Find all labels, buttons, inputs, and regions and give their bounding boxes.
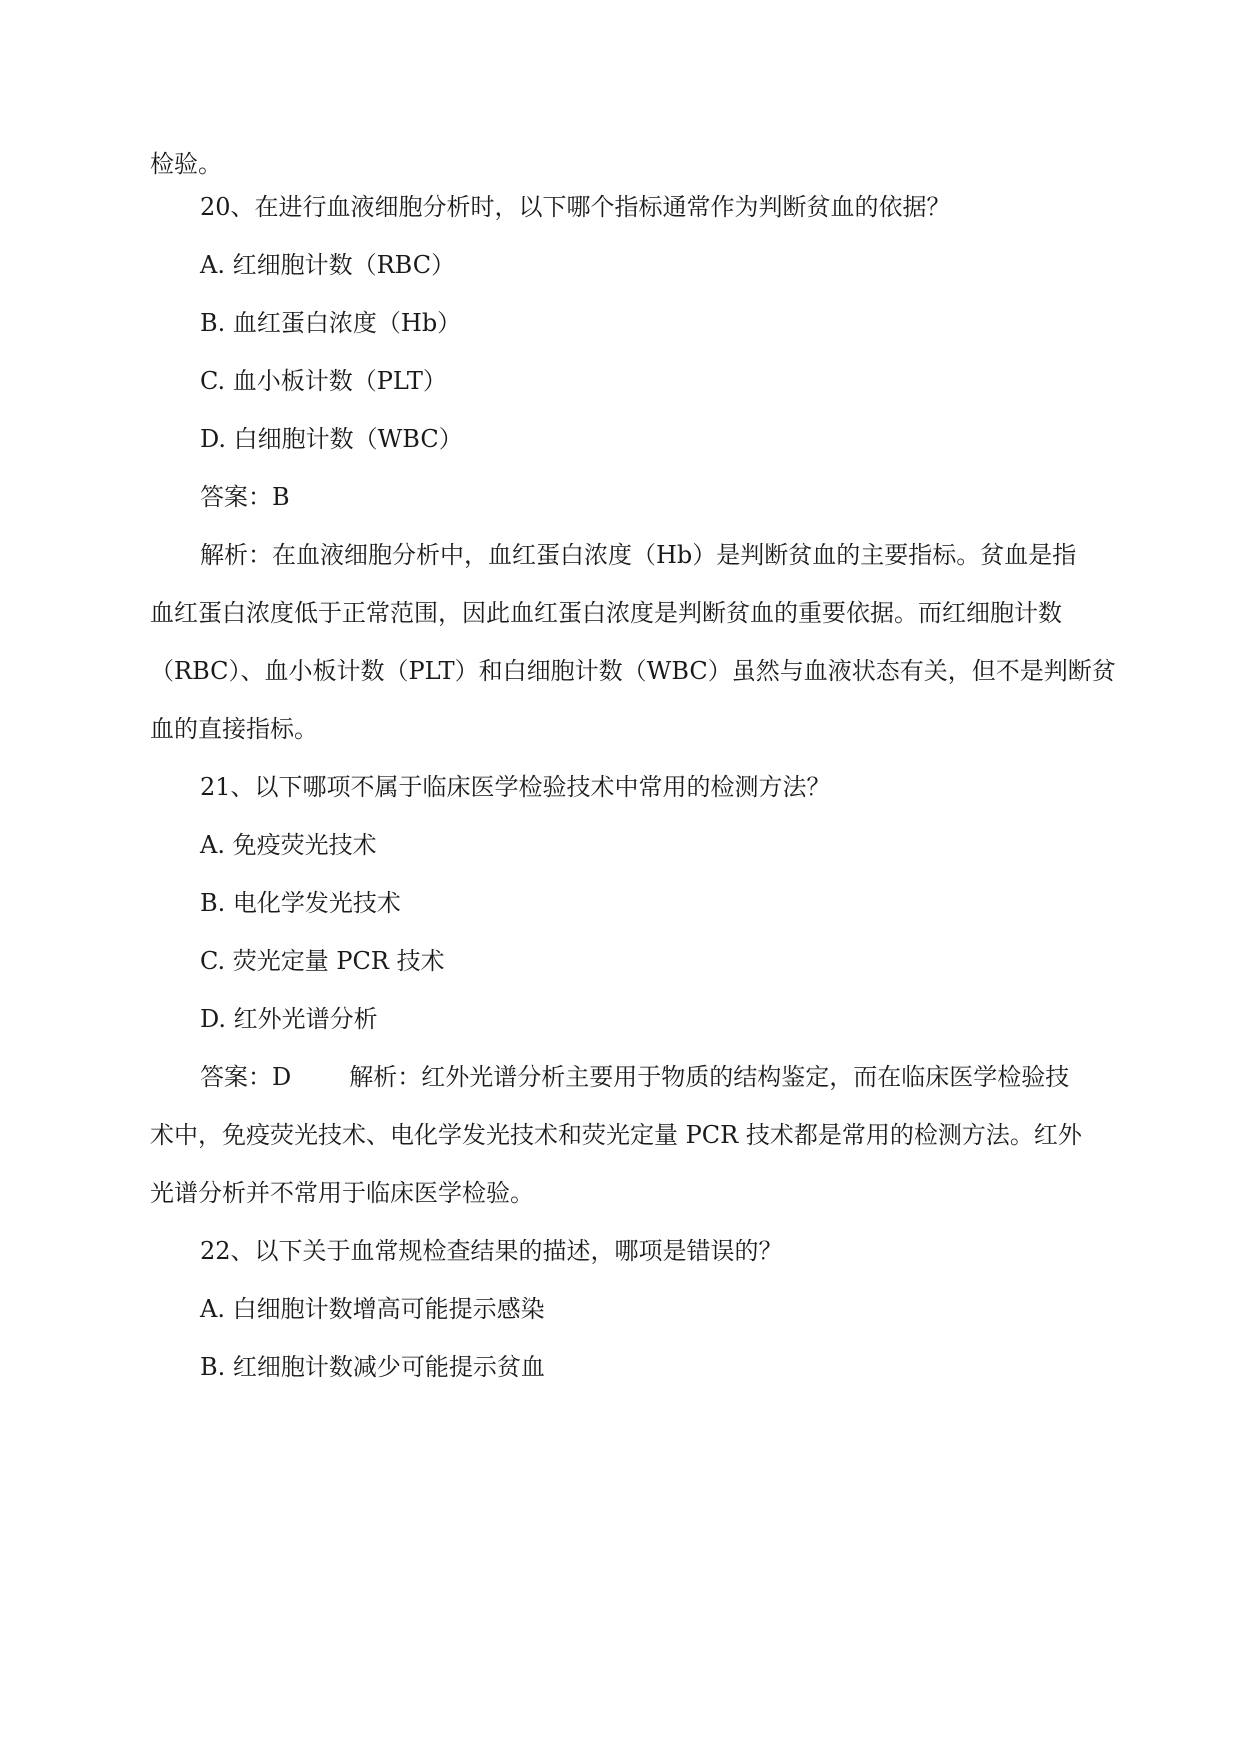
question-21-explanation-line: 术中，免疫荧光技术、电化学发光技术和荧光定量 PCR 技术都是常用的检测方法。红外 [150,1121,1082,1149]
question-20-option-a: A. 红细胞计数（RBC） [200,251,456,279]
question-20-explanation-line: 血的直接指标。 [150,715,318,743]
text-line: 检验。 [150,150,222,178]
question-21-explanation-line: 解析：红外光谱分析主要用于物质的结构鉴定，而在临床医学检验技 [349,1063,1070,1091]
question-20-explanation-line: （RBC）、血小板计数（PLT）和白细胞计数（WBC）虽然与血液状态有关，但不是判断贫 [150,657,1116,685]
question-21-stem: 21、以下哪项不属于临床医学检验技术中常用的检测方法？ [200,773,831,801]
question-21-answer-row [200,1061,1069,1093]
question-20-stem: 20、在进行血液细胞分析时，以下哪个指标通常作为判断贫血的依据？ [200,193,951,221]
question-20-answer: 答案：B [200,483,290,511]
question-20-option-b: B. 血红蛋白浓度（Hb） [200,309,462,337]
question-20-explanation-line: 解析：在血液细胞分析中，血红蛋白浓度（Hb）是判断贫血的主要指标。贫血是指 [200,541,1077,569]
question-21-option-a: A. 免疫荧光技术 [200,831,377,859]
question-21-option-b: B. 电化学发光技术 [200,889,401,917]
question-22-option-a: A. 白细胞计数增高可能提示感染 [200,1295,545,1323]
question-22-stem: 22、以下关于血常规检查结果的描述，哪项是错误的？ [200,1237,783,1265]
question-20-option-c: C. 血小板计数（PLT） [200,367,447,395]
question-20-explanation-line: 血红蛋白浓度低于正常范围，因此血红蛋白浓度是判断贫血的重要依据。而红细胞计数 [150,599,1062,627]
question-21-explanation-line: 光谱分析并不常用于临床医学检验。 [150,1179,534,1207]
question-20-option-d: D. 白细胞计数（WBC） [200,425,463,453]
question-21-option-d: D. 红外光谱分析 [200,1005,378,1033]
question-21-answer: 答案：D [200,1063,292,1091]
question-21-option-c: C. 荧光定量 PCR 技术 [200,947,445,975]
question-22-option-b: B. 红细胞计数减少可能提示贫血 [200,1353,545,1381]
